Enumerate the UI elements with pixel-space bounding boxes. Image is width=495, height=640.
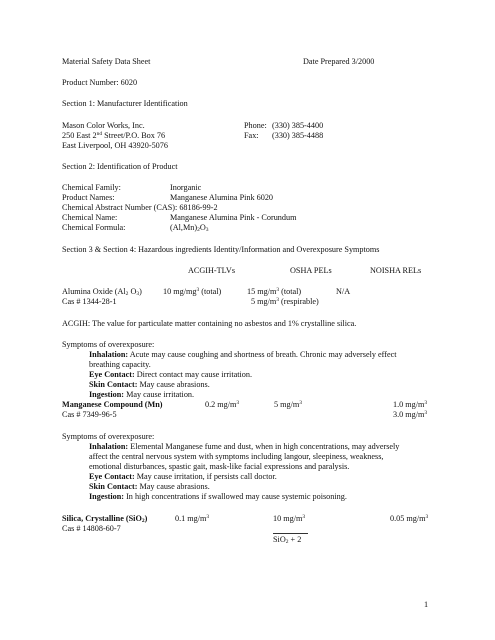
symptoms2-inhalation: Inhalation: Elemental Manganese fume and dust, when in high concentrations, may adversely bbox=[89, 442, 400, 451]
symptoms1-skin: Skin Contact: May cause abrasions. bbox=[89, 380, 210, 389]
alumina-osha-total: 15 $mg/m^3$ (total) bbox=[247, 287, 302, 296]
symptoms1-inhalation: Inhalation: Acute may cause coughing and shortness of breath. Chronic may adversely effect bbox=[89, 350, 397, 359]
silica-osha-numerator: 10 $mg/m^3$ bbox=[273, 514, 306, 523]
phone-value: (330) 385-4400 bbox=[272, 121, 324, 130]
page-number: 1 bbox=[424, 600, 429, 609]
symptoms1-eye: Eye Contact: Direct contact may cause irritation. bbox=[89, 370, 253, 379]
fax-label: Fax: bbox=[244, 131, 259, 140]
acgih-note: ACGIH: The value for particulate matter containing no asbestos and 1% crystalline silica. bbox=[62, 319, 357, 328]
cas-number-line: Chemical Abstract Number (CAS): 68186-99-2 bbox=[62, 203, 218, 212]
silica-acgih: 0.1 $mg/m^3$ bbox=[175, 514, 210, 523]
product-names-label: Product Names: bbox=[62, 193, 115, 202]
alumina-acgih: 10 $mg/mg^3$ (total) bbox=[163, 287, 222, 296]
column-header-osha: OSHA PELs bbox=[290, 266, 332, 275]
silica-niosh: 0.05 $mg/m^3$ bbox=[390, 514, 429, 523]
manganese-acgih: 0.2 $mg/m^3$ bbox=[205, 400, 240, 409]
alumina-cas: Cas # 1344-28-1 bbox=[62, 297, 117, 306]
alumina-osha-respirable: 5 $mg/m^3$ (respirable) bbox=[251, 297, 319, 306]
chemical-name-value: Manganese Alumina Pink - Corundum bbox=[170, 213, 297, 222]
company-name: Mason Color Works, Inc. bbox=[62, 121, 145, 130]
symptoms2-eye: Eye Contact: May cause irritation, if persists call doctor. bbox=[89, 472, 277, 481]
symptoms2-ingestion: Ingestion: In high concentrations if swallowed may cause systemic poisoning. bbox=[89, 492, 347, 501]
symptoms2-skin: Skin Contact: May cause abrasions. bbox=[89, 482, 210, 491]
alumina-name: Alumina Oxide ($Al_2$ $O_3$) bbox=[62, 287, 142, 297]
chemical-formula-value: $(Al,Mn)_2O_3$ bbox=[170, 223, 209, 233]
section1-heading: Section 1: Manufacturer Identification bbox=[62, 99, 188, 108]
silica-osha-denominator: SiO$_2$ + 2 bbox=[273, 535, 302, 545]
silica-cas: Cas # 14808-60-7 bbox=[62, 524, 121, 533]
chemical-family-label: Chemical Family: bbox=[62, 183, 121, 192]
silica-name: Silica, Crystalline (SiO$_2$) bbox=[62, 514, 148, 524]
chemical-name-label: Chemical Name: bbox=[62, 213, 118, 222]
company-address-line1: 250 East 2nd Street/P.O. Box 76 bbox=[62, 131, 166, 140]
column-header-niosh: NOISHA RELs bbox=[370, 266, 422, 275]
chemical-family-value: Inorganic bbox=[170, 183, 202, 192]
product-names-value: Manganese Alumina Pink 6020 bbox=[170, 193, 274, 202]
symptoms1-heading: Symptoms of overexposure: bbox=[62, 340, 155, 349]
symptoms2-inhalation-cont-1: affect the central nervous system with symptoms including langour, sleepiness, weakness, bbox=[89, 452, 384, 461]
symptoms1-ingestion: Ingestion: May cause irritation. bbox=[89, 390, 195, 399]
manganese-name: Manganese Compound (Mn) bbox=[62, 400, 163, 409]
document-title: Material Safety Data Sheet bbox=[62, 57, 151, 66]
alumina-niosh: N/A bbox=[336, 287, 351, 296]
section34-heading: Section 3 & Section 4: Hazardous ingredients Identity/Information and Overexposure Symptoms bbox=[62, 245, 380, 254]
company-address-line2: East Liverpool, OH 43920-5076 bbox=[62, 141, 168, 150]
column-header-acgih: ACGIH-TLVs bbox=[188, 266, 236, 275]
manganese-cas: Cas # 7349-96-5 bbox=[62, 410, 117, 419]
phone-label: Phone: bbox=[244, 121, 267, 130]
symptoms1-inhalation-cont: breathing capacity. bbox=[89, 360, 151, 369]
chemical-formula-label: Chemical Formula: bbox=[62, 223, 126, 232]
product-number: Product Number: 6020 bbox=[62, 78, 138, 87]
section2-heading: Section 2: Identification of Product bbox=[62, 162, 178, 171]
silica-osha-fraction-line bbox=[273, 533, 308, 534]
manganese-niosh-2: 3.0 $mg/m^3$ bbox=[393, 410, 428, 419]
fax-value: (330) 385-4488 bbox=[272, 131, 324, 140]
symptoms2-inhalation-cont-2: emotional disturbances, spastic gait, mask-like facial expressions and paralysis. bbox=[89, 462, 350, 471]
manganese-niosh-1: 1.0 $mg/m^3$ bbox=[393, 400, 428, 409]
symptoms2-heading: Symptoms of overexposure: bbox=[62, 432, 155, 441]
manganese-osha: 5 $mg/m^3$ bbox=[274, 400, 302, 409]
date-prepared: Date Prepared 3/2000 bbox=[303, 57, 375, 66]
